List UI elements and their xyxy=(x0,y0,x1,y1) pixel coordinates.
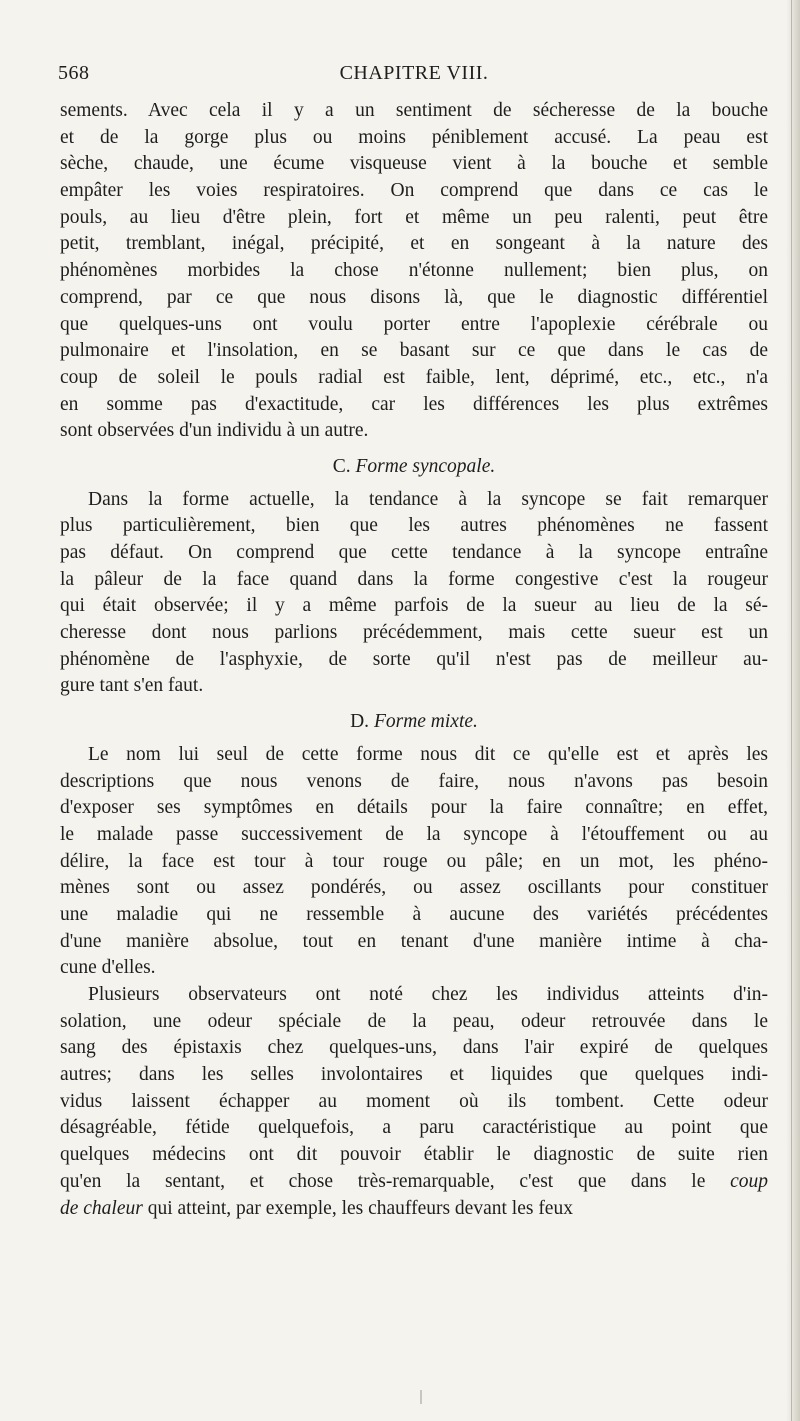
paragraph-2 xyxy=(60,487,768,701)
text-line: plus particulièrement, bien que les autres phénomènes ne fassent xyxy=(60,515,768,537)
page-edge xyxy=(786,0,800,1421)
text-line: sèche, chaude, une écume visqueuse vient à la bouche et semble xyxy=(60,153,768,175)
text-line: sements. Avec cela il y a un sentiment de sécheresse de la bouche xyxy=(60,100,768,121)
text-line: qui était observée; il y a même parfois de la sueur au lieu de la sé- xyxy=(60,595,768,617)
text-line: délire, la face est tour à tour rouge ou pâle; en un mot, les phéno- xyxy=(60,850,768,872)
text-line: quelques médecins ont dit pouvoir établir le diagnostic de suite rien xyxy=(60,1144,768,1166)
page-edge-line xyxy=(791,0,792,1421)
line-text: qu'en la sentant, et chose très-remarquable, c'est que dans le xyxy=(60,1170,706,1192)
page-header xyxy=(58,62,770,86)
text-line: d'une manière absolue, tout en tenant d'une manière intime à cha- xyxy=(60,930,768,952)
text-line: que quelques-uns ont voulu porter entre l'apoplexie cérébrale ou xyxy=(60,313,768,335)
page-number: 568 xyxy=(58,62,90,84)
text-line: pulmonaire et l'insolation, en se basant sur ce que dans le cas de xyxy=(60,340,768,362)
text-line xyxy=(60,1169,768,1196)
text-line: sang des épistaxis chez quelques-uns, dans l'air expiré de quelques xyxy=(60,1037,768,1059)
text-line: désagréable, fétide quelquefois, a paru caractéristique au point que xyxy=(60,1117,768,1139)
section-heading-c xyxy=(60,454,768,481)
text-line: le malade passe successivement de la syncope à l'étouffement ou au xyxy=(60,823,768,845)
text-line: sont observées d'un individu à un autre. xyxy=(60,420,369,442)
section-heading-d xyxy=(60,709,768,736)
paragraph-4 xyxy=(60,982,768,1222)
heading-letter: C. xyxy=(332,455,351,477)
paragraph-3 xyxy=(60,742,768,982)
print-mark xyxy=(420,1390,422,1404)
text-line: Plusieurs observateurs ont noté chez les individus atteints d'in- xyxy=(88,984,768,1005)
text-line: en somme pas d'exactitude, car les différences les plus extrêmes xyxy=(60,393,768,415)
heading-title: Forme syncopale. xyxy=(355,455,496,477)
text-line: coup de soleil le pouls radial est faible, lent, déprimé, etc., etc., n'a xyxy=(60,366,768,388)
text-line: d'exposer ses symptômes en détails pour la faire connaître; en effet, xyxy=(60,797,768,819)
text-line xyxy=(60,1196,768,1223)
text-line: la pâleur de la face quand dans la forme congestive c'est la rougeur xyxy=(60,568,768,590)
heading-title: Forme mixte. xyxy=(373,711,478,733)
emphasis: coup xyxy=(730,1170,768,1192)
text-line: comprend, par ce que nous disons là, que le diagnostic différentiel xyxy=(60,286,768,308)
text-line: une maladie qui ne ressemble à aucune des variétés précédentes xyxy=(60,903,768,925)
text-line: cune d'elles. xyxy=(60,957,156,979)
text-line: pas défaut. On comprend que cette tendance à la syncope entraîne xyxy=(60,542,768,563)
text-line: descriptions que nous venons de faire, nous n'avons pas besoin xyxy=(60,770,768,792)
paragraph-1 xyxy=(60,98,768,445)
text-line: petit, tremblant, inégal, précipité, et en songeant à la nature des xyxy=(60,233,768,255)
text-line: phénomène de l'asphyxie, de sorte qu'il n'est pas de meilleur au- xyxy=(60,648,768,670)
text-line: autres; dans les selles involontaires et liquides que quelques indi- xyxy=(60,1064,768,1086)
text-line: mènes sont ou assez pondérés, ou assez oscillants pour constituer xyxy=(60,877,768,899)
text-line: gure tant s'en faut. xyxy=(60,675,204,697)
text-line: Le nom lui seul de cette forme nous dit ce qu'elle est et après les xyxy=(88,743,768,765)
text-line: empâter les voies respiratoires. On comprend que dans ce cas le xyxy=(60,180,768,202)
text-line: et de la gorge plus ou moins péniblement accusé. La peau est xyxy=(60,126,768,148)
text-line: vidus laissent échapper au moment où ils tombent. Cette odeur xyxy=(60,1090,768,1112)
text-line: Dans la forme actuelle, la tendance à la syncope se fait remarquer xyxy=(88,488,768,510)
text-line: solation, une odeur spéciale de la peau, odeur retrouvée dans le xyxy=(60,1010,768,1032)
body-text xyxy=(60,98,768,1222)
emphasis: de chaleur xyxy=(60,1197,143,1219)
heading-letter: D. xyxy=(350,711,370,733)
text-line: cheresse dont nous parlions précédemment, mais cette sueur est un xyxy=(60,622,768,644)
line-text: qui atteint, par exemple, les chauffeurs devant les feux xyxy=(142,1197,573,1219)
running-head: CHAPITRE VIII. xyxy=(339,62,489,84)
text-line: phénomènes morbides la chose n'étonne nullement; bien plus, on xyxy=(60,260,768,282)
text-line: pouls, au lieu d'être plein, fort et même un peu ralenti, peut être xyxy=(60,206,768,228)
